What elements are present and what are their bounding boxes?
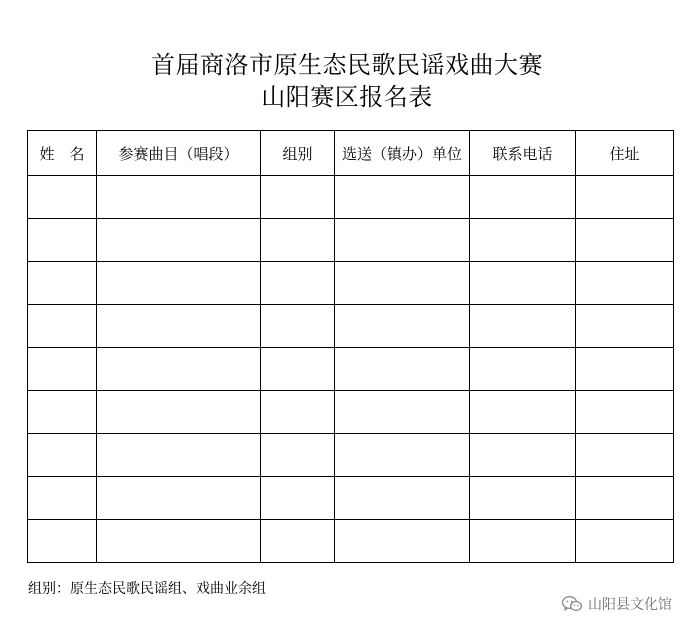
table-cell[interactable]	[97, 262, 261, 305]
table-cell[interactable]	[97, 176, 261, 219]
table-row	[28, 305, 674, 348]
table-cell[interactable]	[335, 434, 470, 477]
table-cell[interactable]	[261, 262, 335, 305]
table-row	[28, 348, 674, 391]
table-cell[interactable]	[576, 219, 674, 262]
table-cell[interactable]	[97, 520, 261, 563]
table-cell[interactable]	[576, 176, 674, 219]
table-cell[interactable]	[470, 520, 576, 563]
table-cell[interactable]	[28, 219, 97, 262]
table-cell[interactable]	[28, 477, 97, 520]
table-cell[interactable]	[261, 520, 335, 563]
table-cell[interactable]	[335, 262, 470, 305]
table-cell[interactable]	[576, 477, 674, 520]
table-row	[28, 477, 674, 520]
table-cell[interactable]	[261, 391, 335, 434]
table-cell[interactable]	[97, 348, 261, 391]
table-row	[28, 391, 674, 434]
form-title: 首届商洛市原生态民歌民谣戏曲大赛	[151, 51, 543, 79]
table-cell[interactable]	[97, 305, 261, 348]
table-cell[interactable]	[28, 305, 97, 348]
table-cell[interactable]	[335, 219, 470, 262]
table-cell[interactable]	[28, 176, 97, 219]
wechat-icon	[561, 595, 583, 613]
table-cell[interactable]	[576, 262, 674, 305]
column-header-phone: 联系电话	[470, 131, 576, 176]
table-cell[interactable]	[28, 348, 97, 391]
table-cell[interactable]	[261, 348, 335, 391]
table-cell[interactable]	[335, 477, 470, 520]
table-cell[interactable]	[335, 176, 470, 219]
table-cell[interactable]	[470, 477, 576, 520]
column-header-name: 姓 名	[28, 131, 97, 176]
table-cell[interactable]	[261, 176, 335, 219]
group-footnote: 组别：原生态民歌民谣组、戏曲业余组	[28, 581, 266, 597]
table-cell[interactable]	[470, 305, 576, 348]
table-cell[interactable]	[28, 391, 97, 434]
watermark	[561, 594, 672, 614]
table-cell[interactable]	[576, 520, 674, 563]
table-row	[28, 520, 674, 563]
table-row	[28, 219, 674, 262]
column-header-group: 组别	[261, 131, 335, 176]
table-cell[interactable]	[97, 477, 261, 520]
table-cell[interactable]	[335, 348, 470, 391]
table-row	[28, 176, 674, 219]
table-cell[interactable]	[470, 348, 576, 391]
table-cell[interactable]	[335, 391, 470, 434]
table-cell[interactable]	[97, 434, 261, 477]
table-cell[interactable]	[97, 391, 261, 434]
table-cell[interactable]	[28, 262, 97, 305]
table-cell[interactable]	[470, 434, 576, 477]
form-subtitle: 山阳赛区报名表	[261, 83, 433, 111]
table-cell[interactable]	[576, 434, 674, 477]
table-header-row	[28, 131, 674, 176]
table-cell[interactable]	[576, 391, 674, 434]
table-cell[interactable]	[261, 219, 335, 262]
table-cell[interactable]	[470, 262, 576, 305]
table-cell[interactable]	[335, 520, 470, 563]
table-row	[28, 262, 674, 305]
table-cell[interactable]	[97, 219, 261, 262]
column-header-address: 住址	[576, 131, 674, 176]
table-cell[interactable]	[261, 305, 335, 348]
table-cell[interactable]	[335, 305, 470, 348]
table-cell[interactable]	[470, 391, 576, 434]
watermark-text: 山阳县文化馆	[588, 597, 672, 613]
table-cell[interactable]	[261, 477, 335, 520]
table-cell[interactable]	[470, 176, 576, 219]
table-cell[interactable]	[261, 434, 335, 477]
registration-table	[27, 130, 674, 563]
column-header-song: 参赛曲目（唱段）	[97, 131, 261, 176]
table-cell[interactable]	[470, 219, 576, 262]
column-header-unit: 选送（镇办）单位	[335, 131, 470, 176]
table-row	[28, 434, 674, 477]
table-cell[interactable]	[28, 434, 97, 477]
table-cell[interactable]	[28, 520, 97, 563]
table-cell[interactable]	[576, 348, 674, 391]
table-cell[interactable]	[576, 305, 674, 348]
